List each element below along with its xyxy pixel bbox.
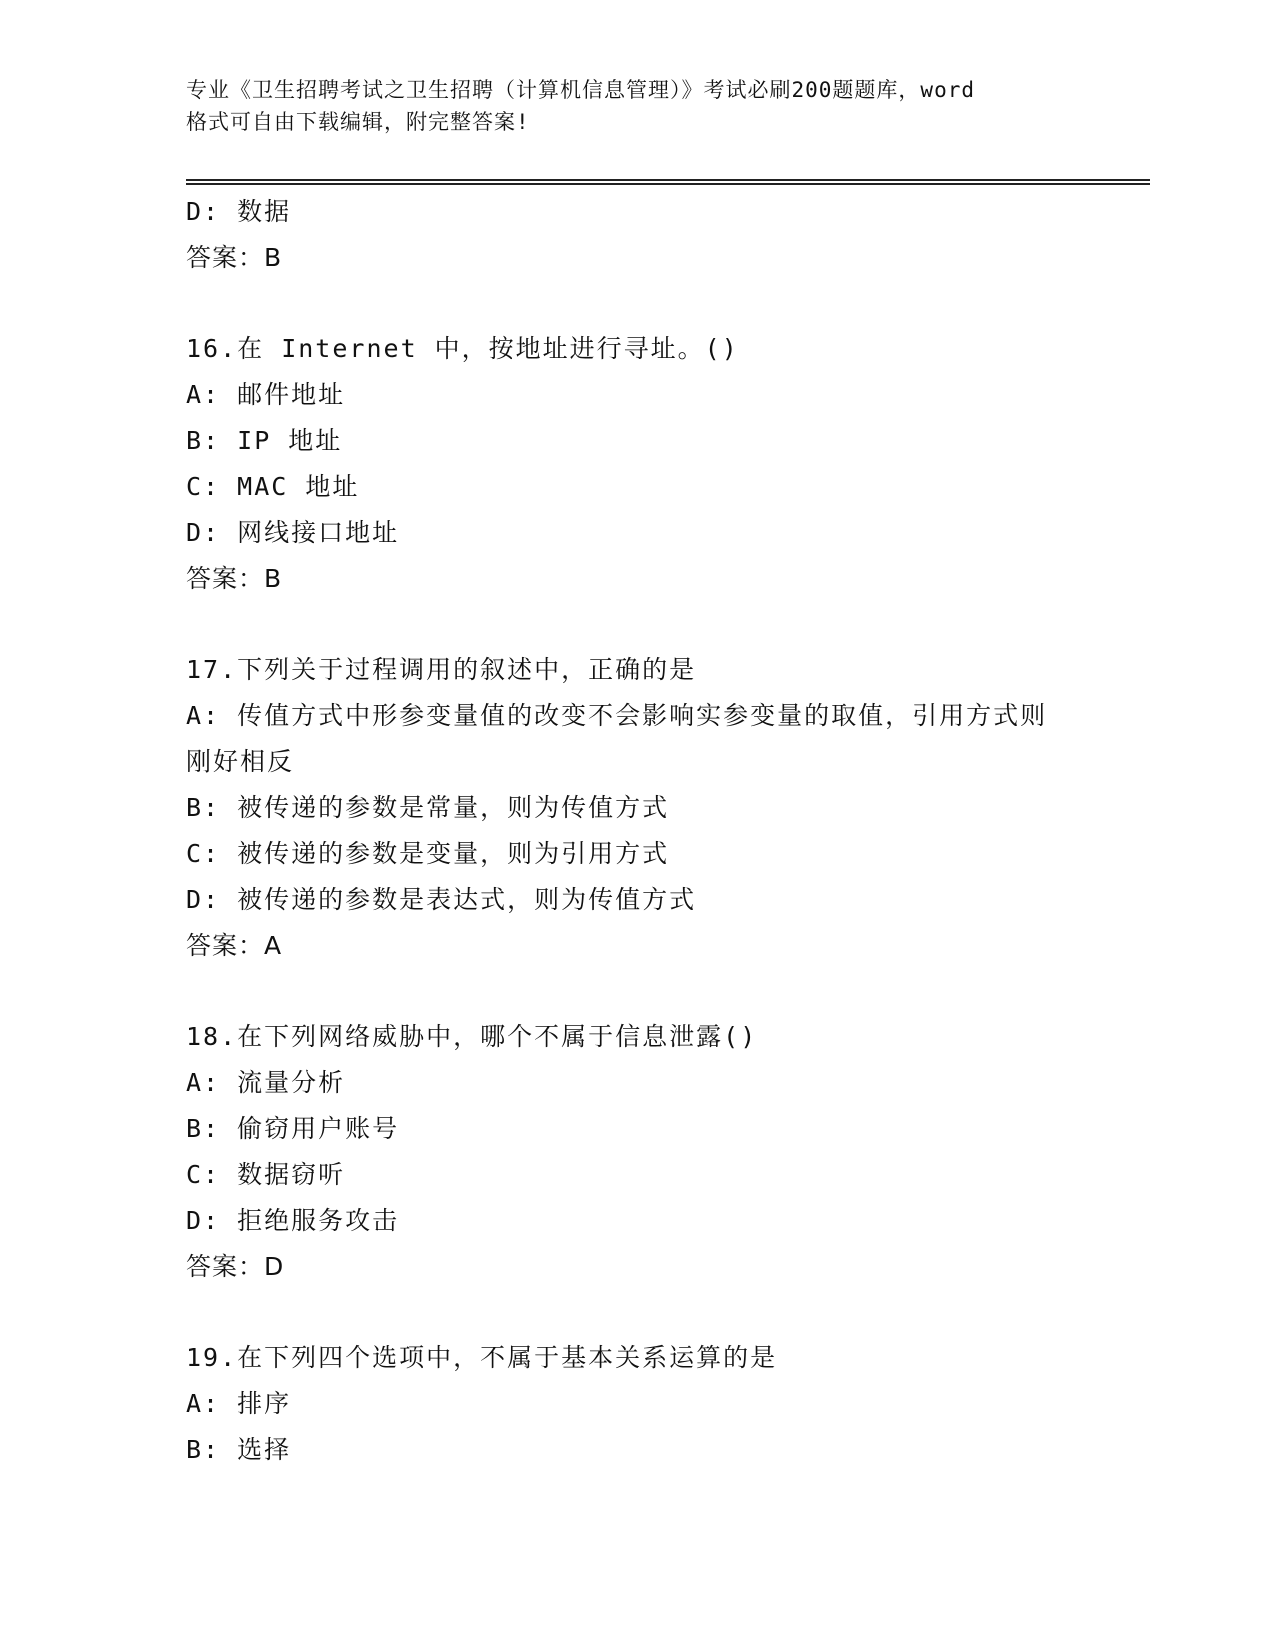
option-b: B: 选择 xyxy=(186,1435,292,1464)
option-d: D: 网线接口地址 xyxy=(186,518,400,547)
question-stem: 17.下列关于过程调用的叙述中，正确的是 xyxy=(186,655,697,684)
question-stem: 16.在 Internet 中，按地址进行寻址。() xyxy=(186,334,739,363)
question-block-19 xyxy=(186,1335,1086,1473)
spacer xyxy=(186,281,1086,326)
option-b: B: 偷窃用户账号 xyxy=(186,1114,400,1143)
option-c: C: 数据窃听 xyxy=(186,1160,346,1189)
option-b: B: 被传递的参数是常量，则为传值方式 xyxy=(186,793,670,822)
spacer xyxy=(186,602,1086,647)
document-header xyxy=(186,74,1086,138)
question-list xyxy=(186,189,1086,1473)
option-c: C: MAC 地址 xyxy=(186,472,360,501)
header-line-2: 格式可自由下载编辑，附完整答案! xyxy=(186,110,530,134)
spacer xyxy=(186,1290,1086,1335)
option-d: D: 拒绝服务攻击 xyxy=(186,1206,400,1235)
question-stem: 18.在下列网络威胁中，哪个不属于信息泄露() xyxy=(186,1022,758,1051)
question-block-18 xyxy=(186,1014,1086,1290)
spacer xyxy=(186,969,1086,1014)
question-block-15 xyxy=(186,189,1086,281)
option-d: D: 被传递的参数是表达式，则为传值方式 xyxy=(186,885,697,914)
question-block-17 xyxy=(186,647,1086,969)
option-a: A: 邮件地址 xyxy=(186,380,346,409)
question-stem: 19.在下列四个选项中，不属于基本关系运算的是 xyxy=(186,1343,778,1372)
header-divider-bottom xyxy=(186,183,1150,185)
option-d: D: 数据 xyxy=(186,197,292,226)
answer-label: 答案：B xyxy=(186,243,283,272)
option-c: C: 被传递的参数是变量，则为引用方式 xyxy=(186,839,670,868)
answer-label: 答案：B xyxy=(186,564,283,593)
option-b: B: IP 地址 xyxy=(186,426,343,455)
header-divider-top xyxy=(186,179,1150,181)
header-line-1: 专业《卫生招聘考试之卫生招聘（计算机信息管理）》考试必刷200题题库，word xyxy=(186,78,975,102)
option-a: A: 排序 xyxy=(186,1389,292,1418)
option-a: A: 流量分析 xyxy=(186,1068,346,1097)
option-a: A: 传值方式中形参变量值的改变不会影响实参变量的取值，引用方式则刚好相反 xyxy=(186,701,1048,776)
answer-label: 答案：D xyxy=(186,1252,285,1281)
answer-label: 答案：A xyxy=(186,931,283,960)
question-block-16 xyxy=(186,326,1086,602)
